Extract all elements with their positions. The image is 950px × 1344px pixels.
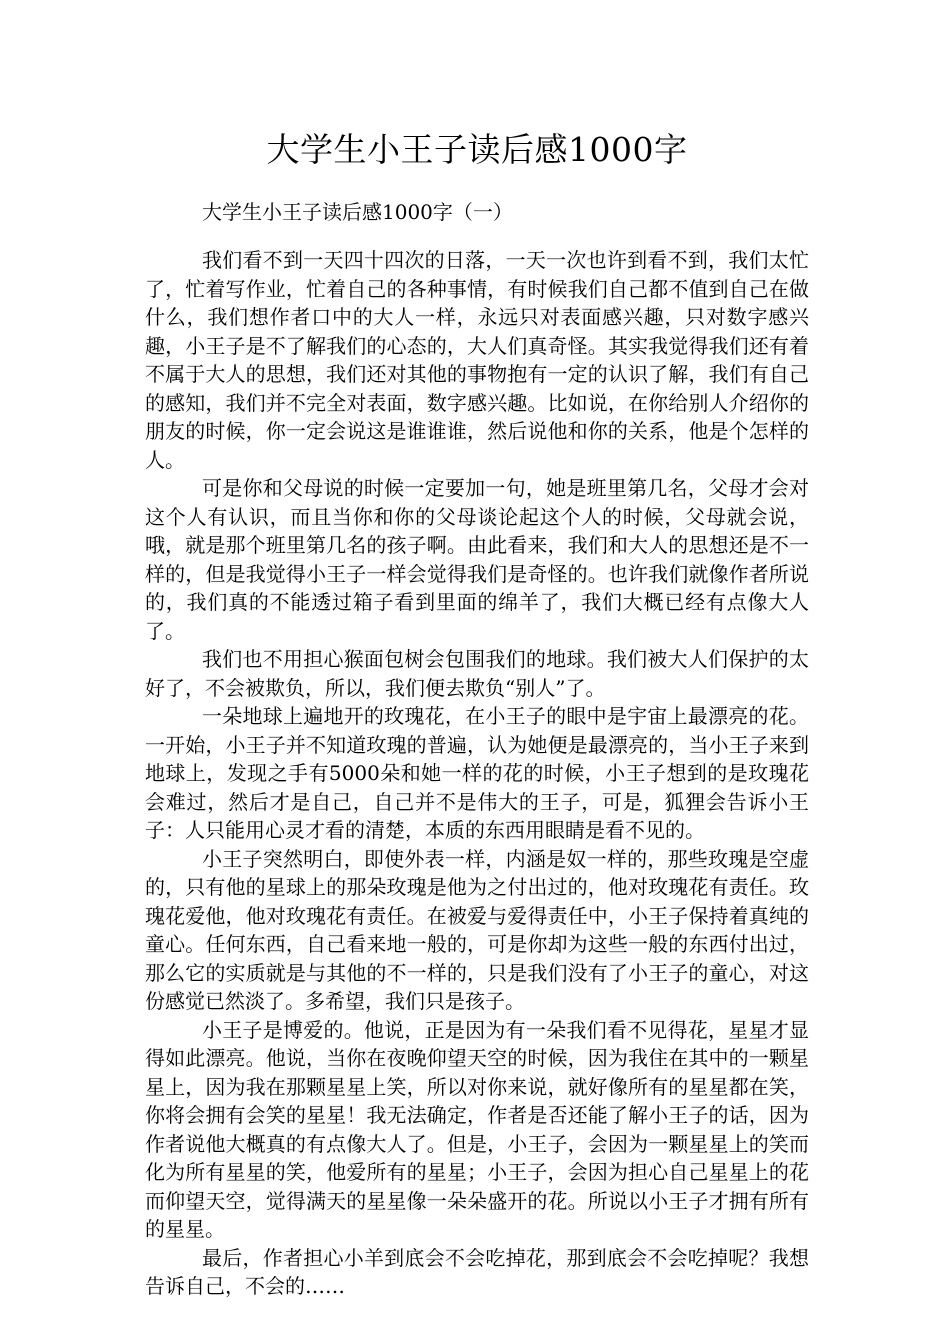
body-text [145,246,809,1301]
paragraph-7: 最后，作者担心小羊到底会不会吃掉花，那到底会不会吃掉呢？我想告诉自己，不会的…… [145,1245,809,1298]
paragraph-6: 小王子是博爱的。他说，正是因为有一朵我们看不见得花，星星才显得如此漂亮。他说，当你在夜晚仰望天空的时候，因为我住在其中的一颗星星上，因为我在那颗星星上笑，所以对你来说，就好像所有的星星都在笑，你将会拥有会笑的星星！我无法确定，作者是否还能了解小王子的话，因为作者说他大概真的有点像大人了。但是，小王子，会因为一颗星星上的笑而化为所有星星的笑，他爱所有的星星；小王子，会因为担心自己星星上的花而仰望天空，觉得满天的星星像一朵朵盛开的花。所说以小王子才拥有所有的星星。 [145,1017,809,1241]
paragraph-4: 一朵地球上遍地开的玫瑰花，在小王子的眼中是宇宙上最漂亮的花。一开始，小王子并不知道玫瑰的普遍，认为她便是最漂亮的，当小王子来到地球上，发现之手有5000朵和她一样的花的时候，小王子想到的是玫瑰花会难过，然后才是自己，自己并不是伟大的王子，可是，狐狸会告诉小王子：人只能用心灵才看的清楚，本质的东西用眼睛是看不见的。 [145,704,809,842]
paragraph-3: 我们也不用担心猴面包树会包围我们的地球。我们被大人们保护的太好了，不会被欺负，所以，我们便去欺负“别人”了。 [145,647,809,700]
paragraph-5: 小王子突然明白，即使外表一样，内涵是奴一样的，那些玫瑰是空虚的，只有他的星球上的那朵玫瑰是他为之付出过的，他对玫瑰花有责任。玫瑰花爱他，他对玫瑰花有责任。在被爱与爱得责任中，小王子保持着真纯的童心。任何东西，自己看来地一般的，可是你却为这些一般的东西付出过，那么它的实质就是与其他的不一样的，只是我们没有了小王子的童心，对这份感觉已然淡了。多希望，我们只是孩子。 [145,846,809,1013]
paragraph-1: 我们看不到一天四十四次的日落，一天一次也许到看不到，我们太忙了，忙着写作业，忙着自己的各种事情，有时候我们自己都不值到自己在做什么，我们想作者口中的大人一样，永远只对表面感兴趣，只对数字感兴趣，小王子是不了解我们的心态的，大人们真奇怪。其实我觉得我们还有着不属于大人的思想，我们还对其他的事物抱有一定的认识了解，我们有自己的感知，我们并不完全对表面，数字感兴趣。比如说，在你给别人介绍你的朋友的时候，你一定会说这是谁谁谁，然后说他和你的关系，他是个怎样的人。 [145,248,809,472]
section-heading: 大学生小王子读后感1000字（一） [202,200,513,224]
document-title: 大学生小王子读后感1000字 [266,130,688,169]
paragraph-2: 可是你和父母说的时候一定要加一句，她是班里第几名，父母才会对这个人有认识，而且当你和你的父母谈论起这个人的时候，父母就会说，哦，就是那个班里第几名的孩子啊。由此看来，我们和大人的思想还是不一样的，但是我觉得小王子一样会觉得我们是奇怪的。也许我们就像作者所说的，我们真的不能透过箱子看到里面的绵羊了，我们大概已经有点像大人了。 [145,476,809,643]
